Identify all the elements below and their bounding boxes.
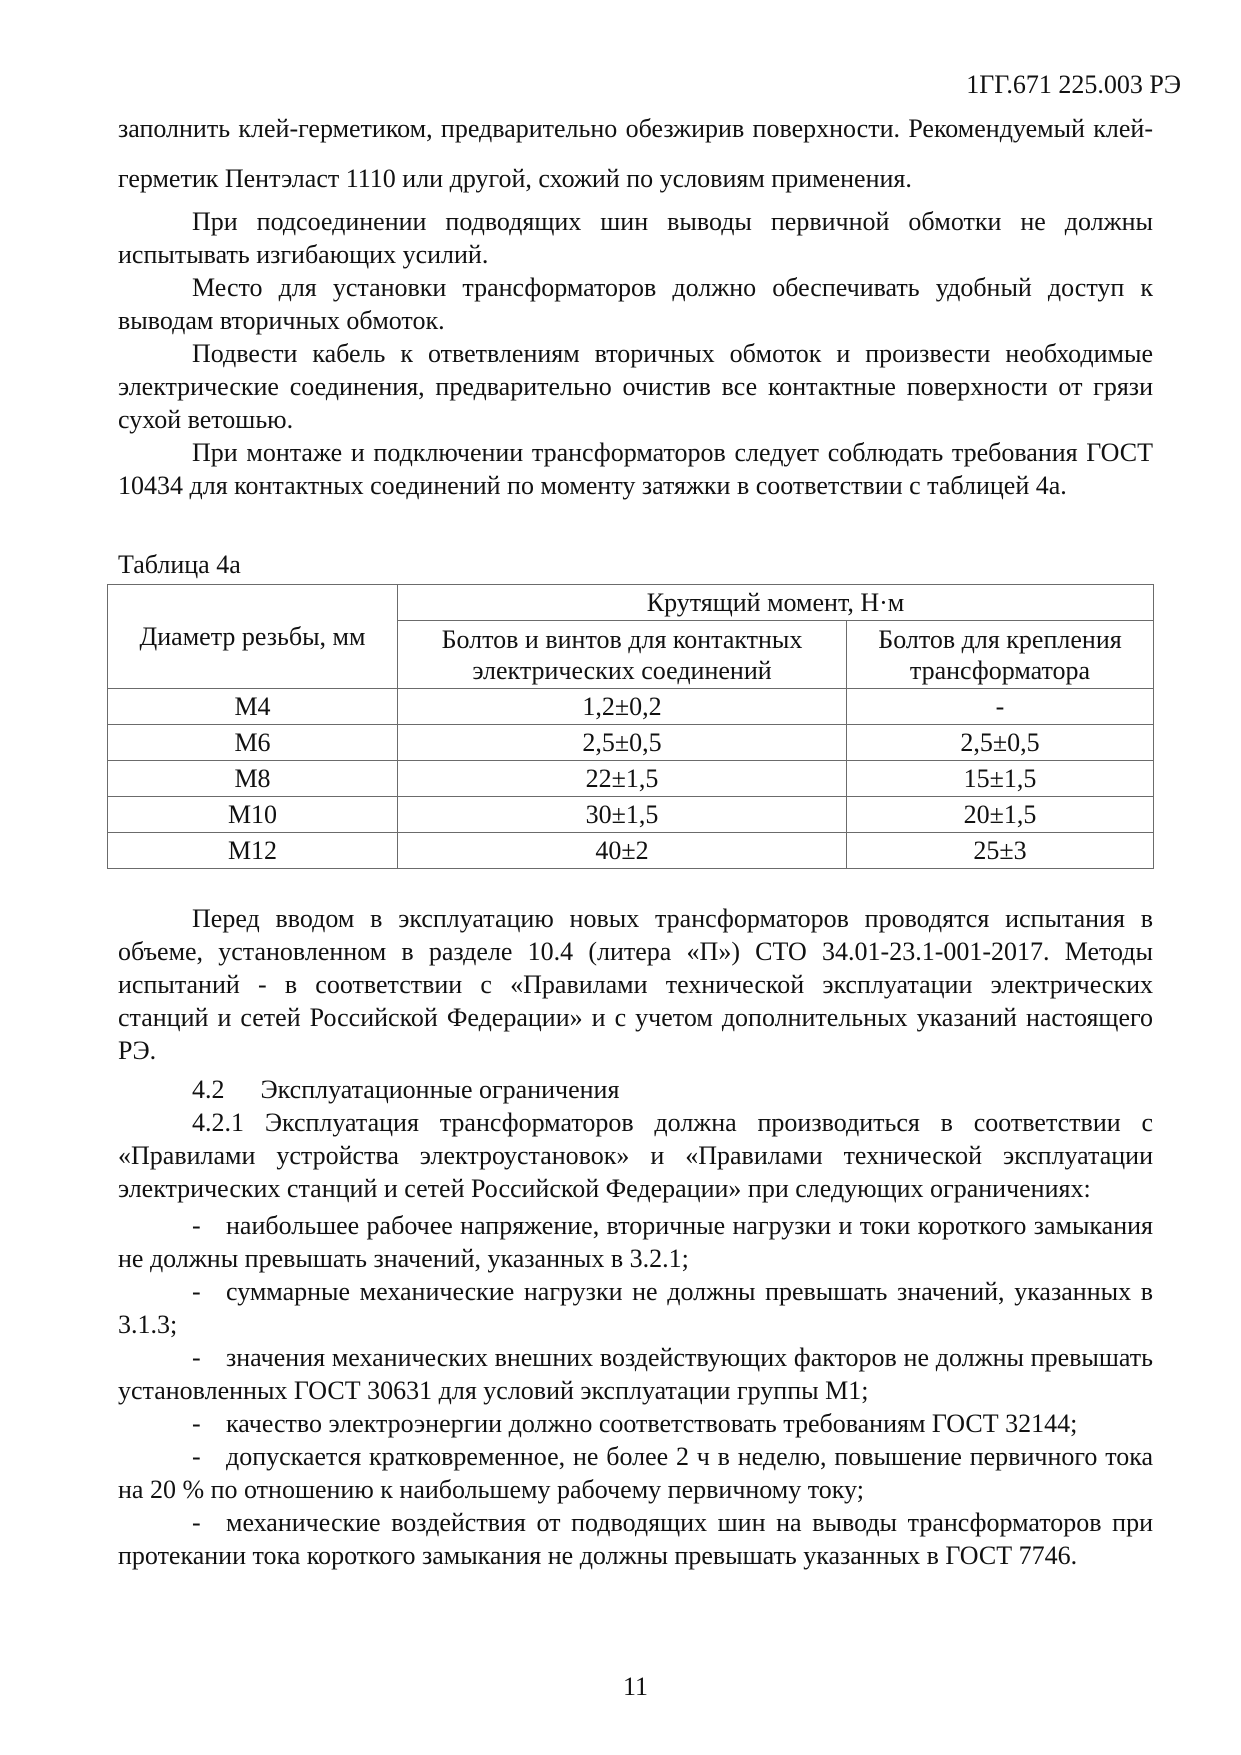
paragraph-gost-torque: При монтаже и подключении трансформаторов следует соблюдать требования ГОСТ 10434 для контактных соединений по моменту затяжки в соответствии с таблицей 4а. [118, 438, 1153, 500]
installation-block [118, 205, 1153, 502]
paragraph-4-2-1: 4.2.1 Эксплуатация трансформаторов должна производиться в соответствии с «Правилами устройства электроустановок» и «Правилами технической эксплуатации электрических станций и сетей Российской Федерации» при следующих ограничениях: [118, 1108, 1153, 1203]
dash-bullet: - [192, 1343, 201, 1372]
cell-mounting: 2,5±0,5 [847, 725, 1154, 761]
section-4-2 [118, 1073, 1153, 1572]
cell-thread: М10 [108, 797, 398, 833]
cell-mounting: 15±1,5 [847, 761, 1154, 797]
intro-block [118, 104, 1153, 204]
paragraph-access: Место для установки трансформаторов должно обеспечивать удобный доступ к выводам вторичных обмоток. [118, 273, 1153, 335]
list-item [118, 1407, 1153, 1440]
list-item [118, 1275, 1153, 1341]
cell-thread: М8 [108, 761, 398, 797]
table-header-row [108, 585, 1154, 621]
paragraph-tests: Перед вводом в эксплуатацию новых трансформаторов проводятся испытания в объеме, установленном в разделе 10.4 (литера «П») СТО 34.01-23.1-001-2017. Методы испытаний - в соответствии с «Правилами технической эксплуатации электрических станций и сетей Российской Федерации» и с учетом дополнительных указаний настоящего РЭ. [118, 904, 1153, 1065]
dash-bullet: - [192, 1277, 201, 1306]
dash-bullet: - [192, 1442, 201, 1471]
header-mounting-bolts: Болтов для крепления трансформатора [847, 621, 1154, 689]
list-item [118, 1209, 1153, 1275]
table-row [108, 689, 1154, 725]
cell-contact: 2,5±0,5 [398, 725, 847, 761]
paragraph-cable: Подвести кабель к ответвлениям вторичных обмоток и произвести необходимые электрические соединения, предварительно очистив все контактные поверхности от грязи сухой ветошью. [118, 339, 1153, 434]
paragraph-sealant: заполнить клей-герметиком, предварительно обезжирив поверхности. Рекомендуемый клей-герметик Пентэласт 1110 или другой, схожий по условиям применения. [118, 114, 1153, 193]
list-item [118, 1341, 1153, 1407]
table-row [108, 761, 1154, 797]
cell-contact: 22±1,5 [398, 761, 847, 797]
section-number: 4.2 [192, 1075, 225, 1104]
header-torque: Крутящий момент, Н·м [398, 585, 1154, 621]
section-title: Эксплуатационные ограничения [260, 1075, 620, 1104]
list-item-text: допускается кратковременное, не более 2 ч в неделю, повышение первичного тока на 20 % по отношению к наибольшему рабочему первичному току; [118, 1442, 1153, 1504]
cell-contact: 30±1,5 [398, 797, 847, 833]
cell-contact: 1,2±0,2 [398, 689, 847, 725]
table-row [108, 725, 1154, 761]
table-row [108, 797, 1154, 833]
header-contact-bolts: Болтов и винтов для контактных электрических соединений [398, 621, 847, 689]
cell-thread: М12 [108, 833, 398, 869]
page-number: 11 [622, 1672, 649, 1701]
cell-contact: 40±2 [398, 833, 847, 869]
header-thread-diameter: Диаметр резьбы, мм [108, 585, 398, 689]
list-item-text: суммарные механические нагрузки не должны превышать значений, указанных в 3.1.3; [118, 1277, 1153, 1339]
torque-table [107, 584, 1154, 869]
table-row [108, 833, 1154, 869]
list-item-text: качество электроэнергии должно соответствовать требованиям ГОСТ 32144; [226, 1409, 1078, 1438]
document-code-header: 1ГГ.671 225.003 РЭ [966, 70, 1181, 99]
list-item [118, 1506, 1153, 1572]
list-item-text: механические воздействия от подводящих шин на выводы трансформаторов при протекании тока короткого замыкания не должны превышать указанных в ГОСТ 7746. [118, 1508, 1153, 1570]
cell-mounting: 25±3 [847, 833, 1154, 869]
cell-mounting: - [847, 689, 1154, 725]
cell-thread: М6 [108, 725, 398, 761]
list-item-text: наибольшее рабочее напряжение, вторичные нагрузки и токи короткого замыкания не должны превышать значений, указанных в 3.2.1; [118, 1211, 1153, 1273]
cell-mounting: 20±1,5 [847, 797, 1154, 833]
list-item [118, 1440, 1153, 1506]
tests-block [118, 902, 1153, 1067]
dash-bullet: - [192, 1211, 201, 1240]
paragraph-busbar: При подсоединении подводящих шин выводы первичной обмотки не должны испытывать изгибающих усилий. [118, 207, 1153, 269]
cell-thread: М4 [108, 689, 398, 725]
table-caption: Таблица 4а [118, 550, 241, 579]
section-heading [118, 1073, 1153, 1106]
dash-bullet: - [192, 1508, 201, 1537]
dash-bullet: - [192, 1409, 201, 1438]
list-item-text: значения механических внешних воздействующих факторов не должны превышать установленных ГОСТ 30631 для условий эксплуатации группы М1; [118, 1343, 1153, 1405]
